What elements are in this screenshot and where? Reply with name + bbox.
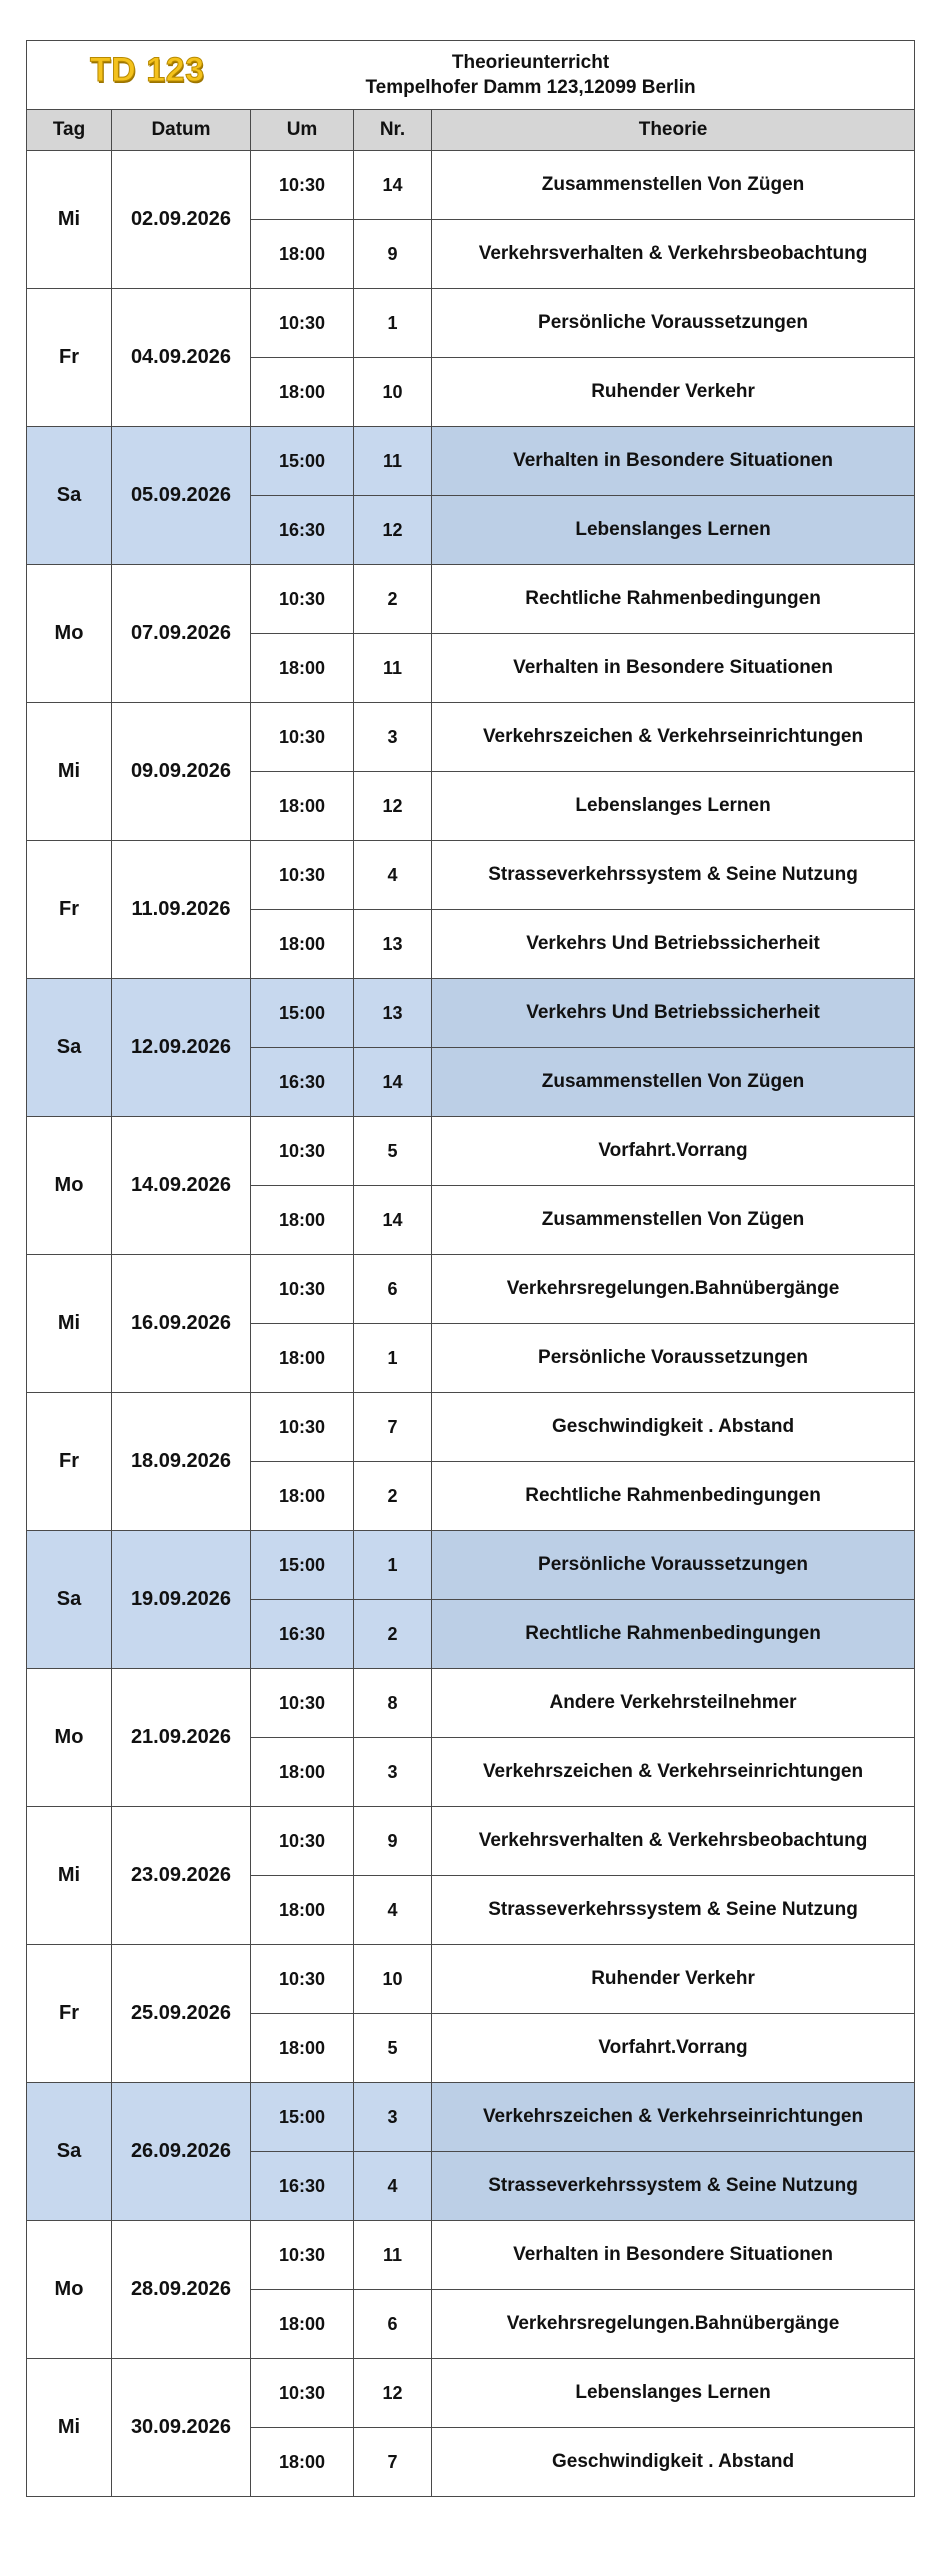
table-row	[27, 841, 915, 910]
day-cell: Mo	[27, 2221, 112, 2359]
time-cell: 15:00	[251, 2083, 354, 2152]
theory-cell: Lebenslanges Lernen	[432, 772, 915, 841]
theory-cell: Verkehrs Und Betriebssicherheit	[432, 979, 915, 1048]
column-header-datum: Datum	[112, 110, 251, 151]
number-cell: 10	[354, 358, 432, 427]
time-cell: 10:30	[251, 841, 354, 910]
number-cell: 9	[354, 1807, 432, 1876]
theory-cell: Vorfahrt.Vorrang	[432, 2014, 915, 2083]
day-cell: Mi	[27, 1255, 112, 1393]
number-cell: 11	[354, 427, 432, 496]
number-cell: 6	[354, 1255, 432, 1324]
day-cell: Mi	[27, 1807, 112, 1945]
date-cell: 12.09.2026	[112, 979, 251, 1117]
column-header-nr: Nr.	[354, 110, 432, 151]
theory-cell: Persönliche Voraussetzungen	[432, 1324, 915, 1393]
time-cell: 18:00	[251, 1876, 354, 1945]
day-cell: Sa	[27, 2083, 112, 2221]
table-row	[27, 1531, 915, 1600]
date-cell: 30.09.2026	[112, 2359, 251, 2497]
day-cell: Fr	[27, 289, 112, 427]
number-cell: 11	[354, 2221, 432, 2290]
date-cell: 14.09.2026	[112, 1117, 251, 1255]
column-header-theorie: Theorie	[432, 110, 915, 151]
date-cell: 11.09.2026	[112, 841, 251, 979]
number-cell: 14	[354, 151, 432, 220]
number-cell: 1	[354, 1324, 432, 1393]
time-cell: 18:00	[251, 1324, 354, 1393]
number-cell: 2	[354, 565, 432, 634]
schedule-table	[26, 40, 915, 2497]
number-cell: 3	[354, 1738, 432, 1807]
time-cell: 10:30	[251, 1807, 354, 1876]
time-cell: 16:30	[251, 2152, 354, 2221]
theory-cell: Andere Verkehrsteilnehmer	[432, 1669, 915, 1738]
time-cell: 18:00	[251, 2014, 354, 2083]
time-cell: 15:00	[251, 979, 354, 1048]
theory-cell: Verkehrsregelungen.Bahnübergänge	[432, 1255, 915, 1324]
date-cell: 28.09.2026	[112, 2221, 251, 2359]
theory-cell: Persönliche Voraussetzungen	[432, 1531, 915, 1600]
time-cell: 18:00	[251, 2290, 354, 2359]
theory-cell: Verhalten in Besondere Situationen	[432, 2221, 915, 2290]
theory-cell: Zusammenstellen Von Zügen	[432, 1048, 915, 1117]
time-cell: 15:00	[251, 427, 354, 496]
theory-cell: Zusammenstellen Von Zügen	[432, 1186, 915, 1255]
table-row	[27, 1669, 915, 1738]
time-cell: 18:00	[251, 220, 354, 289]
date-cell: 16.09.2026	[112, 1255, 251, 1393]
date-cell: 04.09.2026	[112, 289, 251, 427]
number-cell: 12	[354, 2359, 432, 2428]
day-cell: Fr	[27, 1945, 112, 2083]
number-cell: 8	[354, 1669, 432, 1738]
number-cell: 12	[354, 496, 432, 565]
theory-cell: Verhalten in Besondere Situationen	[432, 427, 915, 496]
time-cell: 18:00	[251, 1738, 354, 1807]
time-cell: 16:30	[251, 1600, 354, 1669]
number-cell: 4	[354, 2152, 432, 2221]
theory-cell: Verkehrszeichen & Verkehrseinrichtungen	[432, 703, 915, 772]
number-cell: 14	[354, 1048, 432, 1117]
number-cell: 3	[354, 2083, 432, 2152]
time-cell: 16:30	[251, 496, 354, 565]
theory-cell: Persönliche Voraussetzungen	[432, 289, 915, 358]
date-cell: 05.09.2026	[112, 427, 251, 565]
table-row	[27, 703, 915, 772]
number-cell: 9	[354, 220, 432, 289]
theory-cell: Verkehrszeichen & Verkehrseinrichtungen	[432, 1738, 915, 1807]
number-cell: 2	[354, 1600, 432, 1669]
day-cell: Mo	[27, 565, 112, 703]
day-cell: Sa	[27, 979, 112, 1117]
theory-cell: Strasseverkehrssystem & Seine Nutzung	[432, 1876, 915, 1945]
column-header-row	[27, 110, 915, 151]
number-cell: 1	[354, 1531, 432, 1600]
number-cell: 4	[354, 1876, 432, 1945]
table-row	[27, 1255, 915, 1324]
number-cell: 7	[354, 2428, 432, 2497]
table-row	[27, 289, 915, 358]
time-cell: 15:00	[251, 1531, 354, 1600]
time-cell: 10:30	[251, 1393, 354, 1462]
time-cell: 10:30	[251, 2359, 354, 2428]
theory-cell: Verkehrsverhalten & Verkehrsbeobachtung	[432, 1807, 915, 1876]
table-row	[27, 1807, 915, 1876]
theory-cell: Strasseverkehrssystem & Seine Nutzung	[432, 2152, 915, 2221]
time-cell: 10:30	[251, 2221, 354, 2290]
theory-cell: Ruhender Verkehr	[432, 358, 915, 427]
time-cell: 10:30	[251, 1669, 354, 1738]
number-cell: 3	[354, 703, 432, 772]
table-row	[27, 565, 915, 634]
time-cell: 10:30	[251, 289, 354, 358]
table-row	[27, 2221, 915, 2290]
date-cell: 18.09.2026	[112, 1393, 251, 1531]
page-title: Theorieunterricht	[451, 52, 610, 73]
number-cell: 13	[354, 910, 432, 979]
theory-cell: Verkehrsverhalten & Verkehrsbeobachtung	[432, 220, 915, 289]
date-cell: 07.09.2026	[112, 565, 251, 703]
date-cell: 02.09.2026	[112, 151, 251, 289]
theory-cell: Lebenslanges Lernen	[432, 496, 915, 565]
address: Tempelhofer Damm 123,12099 Berlin	[365, 77, 696, 98]
day-cell: Mi	[27, 703, 112, 841]
table-row	[27, 151, 915, 220]
theory-cell: Rechtliche Rahmenbedingungen	[432, 1462, 915, 1531]
number-cell: 4	[354, 841, 432, 910]
table-row	[27, 2359, 915, 2428]
time-cell: 10:30	[251, 1117, 354, 1186]
number-cell: 5	[354, 2014, 432, 2083]
time-cell: 18:00	[251, 1462, 354, 1531]
time-cell: 10:30	[251, 565, 354, 634]
time-cell: 10:30	[251, 151, 354, 220]
theory-cell: Verkehrsregelungen.Bahnübergänge	[432, 2290, 915, 2359]
theory-cell: Lebenslanges Lernen	[432, 2359, 915, 2428]
number-cell: 6	[354, 2290, 432, 2359]
number-cell: 2	[354, 1462, 432, 1531]
theory-cell: Ruhender Verkehr	[432, 1945, 915, 2014]
table-row	[27, 2083, 915, 2152]
time-cell: 18:00	[251, 772, 354, 841]
number-cell: 10	[354, 1945, 432, 2014]
theory-cell: Geschwindigkeit . Abstand	[432, 2428, 915, 2497]
theory-cell: Strasseverkehrssystem & Seine Nutzung	[432, 841, 915, 910]
schedule-body	[27, 151, 915, 2497]
header-banner	[27, 41, 915, 110]
time-cell: 18:00	[251, 2428, 354, 2497]
theory-cell: Geschwindigkeit . Abstand	[432, 1393, 915, 1462]
day-cell: Mi	[27, 151, 112, 289]
table-row	[27, 979, 915, 1048]
time-cell: 18:00	[251, 910, 354, 979]
column-header-tag: Tag	[27, 110, 112, 151]
day-cell: Mo	[27, 1669, 112, 1807]
time-cell: 10:30	[251, 1945, 354, 2014]
date-cell: 09.09.2026	[112, 703, 251, 841]
time-cell: 10:30	[251, 1255, 354, 1324]
schedule-sheet	[26, 40, 914, 2497]
date-cell: 25.09.2026	[112, 1945, 251, 2083]
time-cell: 18:00	[251, 1186, 354, 1255]
table-row	[27, 1945, 915, 2014]
time-cell: 16:30	[251, 1048, 354, 1117]
date-cell: 21.09.2026	[112, 1669, 251, 1807]
day-cell: Sa	[27, 427, 112, 565]
day-cell: Mo	[27, 1117, 112, 1255]
number-cell: 7	[354, 1393, 432, 1462]
number-cell: 1	[354, 289, 432, 358]
day-cell: Mi	[27, 2359, 112, 2497]
time-cell: 10:30	[251, 703, 354, 772]
theory-cell: Verhalten in Besondere Situationen	[432, 634, 915, 703]
number-cell: 5	[354, 1117, 432, 1186]
number-cell: 12	[354, 772, 432, 841]
date-cell: 23.09.2026	[112, 1807, 251, 1945]
time-cell: 18:00	[251, 634, 354, 703]
number-cell: 11	[354, 634, 432, 703]
brand-logo: TD 123	[90, 51, 205, 89]
table-row	[27, 427, 915, 496]
number-cell: 13	[354, 979, 432, 1048]
table-row	[27, 1393, 915, 1462]
number-cell: 14	[354, 1186, 432, 1255]
day-cell: Sa	[27, 1531, 112, 1669]
theory-cell: Rechtliche Rahmenbedingungen	[432, 565, 915, 634]
title-block	[147, 50, 914, 100]
date-cell: 26.09.2026	[112, 2083, 251, 2221]
date-cell: 19.09.2026	[112, 1531, 251, 1669]
theory-cell: Zusammenstellen Von Zügen	[432, 151, 915, 220]
day-cell: Fr	[27, 841, 112, 979]
day-cell: Fr	[27, 1393, 112, 1531]
table-row	[27, 1117, 915, 1186]
theory-cell: Verkehrs Und Betriebssicherheit	[432, 910, 915, 979]
theory-cell: Rechtliche Rahmenbedingungen	[432, 1600, 915, 1669]
theory-cell: Vorfahrt.Vorrang	[432, 1117, 915, 1186]
time-cell: 18:00	[251, 358, 354, 427]
column-header-um: Um	[251, 110, 354, 151]
theory-cell: Verkehrszeichen & Verkehrseinrichtungen	[432, 2083, 915, 2152]
